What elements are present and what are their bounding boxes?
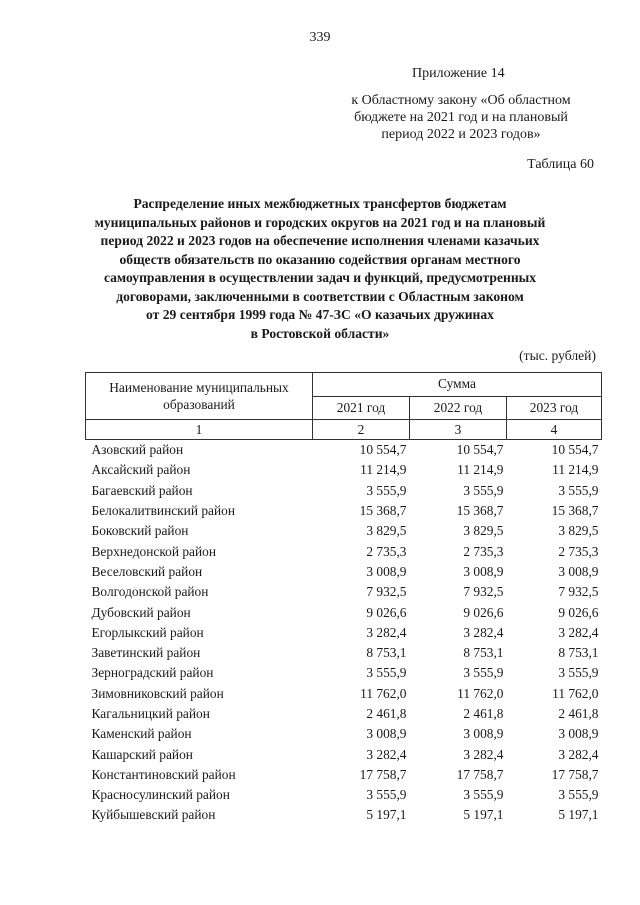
header-year-2022: 2022 год [410,396,507,420]
table-header [86,373,602,440]
amount-2022: 2 735,3 [463,543,504,559]
amount-2022: 3 555,9 [463,787,504,803]
header-municipality-line: Наименование муниципальных [109,380,289,395]
title-line: обществ обязательств по оказанию содействия органам местного [119,251,521,267]
appendix-label: Приложение 14 [412,66,505,81]
amount-2022: 11 214,9 [457,462,504,478]
municipality-name: Боковский район [91,523,189,539]
amount-2022: 3 555,9 [463,665,504,681]
municipality-name: Верхнедонской район [91,543,217,559]
municipality-name: Веселовский район [91,563,203,579]
amount-2022: 2 461,8 [463,706,504,721]
table-row [86,744,602,764]
unit-label: (тыс. рублей) [519,348,596,363]
municipality-name: Кашарский район [91,746,193,762]
table-row [86,684,602,704]
table-row [86,602,602,622]
amount-2021: 9 026,6 [366,604,407,620]
amount-2022: 17 758,7 [456,766,504,782]
header-municipality-line: образований [163,397,235,412]
title-line: период 2022 и 2023 годов на обеспечение исполнения членами казачьих [100,233,540,248]
amount-2021: 10 554,7 [359,442,407,458]
page-number: 339 [309,30,331,45]
table-row [86,805,602,825]
appendix-ref-line: к Областному закону «Об областном [351,93,571,108]
amount-2023: 2 461,8 [558,706,599,721]
column-number: 3 [410,420,507,440]
amount-2023: 9 026,6 [558,604,599,620]
amount-2022: 5 197,1 [463,807,504,823]
table-body [86,440,602,826]
amount-2022: 3 008,9 [463,563,504,579]
municipality-name: Егорлыкский район [91,624,204,640]
municipality-name: Куйбышевский район [91,807,216,823]
table-row [86,582,602,602]
table-label: Таблица 60 [527,157,594,172]
table-row [86,460,602,480]
column-number: 2 [313,420,410,440]
amount-2023: 10 554,7 [551,442,599,458]
amount-2022: 3 282,4 [463,624,504,640]
title-line: Распределение иных межбюджетных трансфертов бюджетам [133,196,507,211]
amount-2021: 2 735,3 [366,543,407,559]
amount-2023: 3 008,9 [558,563,599,579]
header-sum: Сумма [313,373,602,397]
amount-2023: 17 758,7 [551,766,599,782]
municipality-name: Красносулинский район [91,787,230,803]
municipality-name: Зимовниковский район [91,685,224,701]
amount-2023: 3 555,9 [558,787,599,803]
column-number: 1 [86,420,313,440]
table-row [86,521,602,541]
column-number-row [86,420,602,440]
header-year-2021: 2021 год [313,396,410,420]
amount-2022: 7 932,5 [463,584,504,600]
amount-2023: 8 753,1 [558,645,599,661]
amount-2021: 3 282,4 [366,746,407,762]
allocation-table [85,372,602,826]
municipality-name: Каменский район [91,726,192,742]
amount-2021: 15 368,7 [359,503,407,519]
municipality-name: Дубовский район [91,604,191,620]
table-row [86,562,602,582]
table-row [86,643,602,663]
amount-2021: 11 762,0 [360,685,407,701]
amount-2022: 3 829,5 [463,523,504,539]
amount-2021: 3 829,5 [366,523,407,539]
municipality-name: Белокалитвинский район [91,503,236,519]
amount-2021: 11 214,9 [360,462,407,478]
title-line: муниципальных районов и городских округов на 2021 год и на плановый [94,214,546,230]
document-title [58,195,582,343]
amount-2023: 3 282,4 [558,746,599,762]
amount-2021: 3 555,9 [366,787,407,803]
table-row [86,541,602,561]
amount-2023: 5 197,1 [558,807,599,823]
amount-2023: 3 555,9 [558,482,599,498]
amount-2023: 11 762,0 [552,685,599,701]
amount-2022: 10 554,7 [456,442,504,458]
amount-2021: 7 932,5 [366,584,407,600]
table-row [86,623,602,643]
header-year-2023: 2023 год [507,396,602,420]
amount-2021: 5 197,1 [366,807,407,823]
municipality-name: Аксайский район [91,462,191,478]
amount-2021: 8 753,1 [366,645,407,661]
municipality-name: Волгодонской район [91,584,209,600]
amount-2023: 3 008,9 [558,726,599,742]
amount-2021: 3 008,9 [366,726,407,742]
municipality-name: Багаевский район [91,482,193,498]
amount-2022: 11 762,0 [457,685,504,701]
municipality-name: Азовский район [91,442,184,458]
amount-2022: 3 008,9 [463,726,504,742]
municipality-name: Заветинский район [91,645,201,661]
amount-2021: 3 555,9 [366,482,407,498]
table-row [86,785,602,805]
table-row [86,704,602,724]
amount-2021: 3 282,4 [366,624,407,640]
title-line: в Ростовской области» [250,325,390,341]
amount-2021: 17 758,7 [359,766,407,782]
appendix-ref-line: бюджете на 2021 год и на плановый [354,110,568,125]
amount-2021: 3 555,9 [366,665,407,681]
table-row [86,724,602,744]
amount-2023: 11 214,9 [552,462,599,478]
amount-2023: 7 932,5 [558,584,599,600]
appendix-reference [330,92,592,143]
table-row [86,440,602,461]
column-number: 4 [507,420,602,440]
table-row [86,765,602,785]
amount-2023: 2 735,3 [558,543,599,559]
amount-2022: 3 282,4 [463,746,504,762]
appendix-ref-line: период 2022 и 2023 годов» [381,127,541,142]
amount-2022: 3 555,9 [463,482,504,498]
header-row [86,373,602,397]
title-line: от 29 сентября 1999 года № 47-ЗС «О казачьих дружинах [146,307,494,322]
amount-2023: 3 555,9 [558,665,599,681]
amount-2023: 15 368,7 [551,503,599,519]
amount-2022: 8 753,1 [463,645,504,661]
amount-2023: 3 282,4 [558,624,599,640]
header-municipality [86,373,313,420]
amount-2021: 3 008,9 [366,563,407,579]
title-line: договорами, заключенными в соответствии с Областным законом [116,288,524,304]
table-row [86,663,602,683]
table-row [86,501,602,521]
municipality-name: Константиновский район [91,766,236,782]
table-row [86,481,602,501]
amount-2021: 2 461,8 [366,706,407,721]
amount-2023: 3 829,5 [558,523,599,539]
municipality-name: Кагальницкий район [91,706,210,721]
title-line: самоуправления в осуществлении задач и функций, предусмотренных [103,270,537,285]
amount-2022: 9 026,6 [463,604,504,620]
amount-2022: 15 368,7 [456,503,504,519]
municipality-name: Зерноградский район [91,665,214,681]
